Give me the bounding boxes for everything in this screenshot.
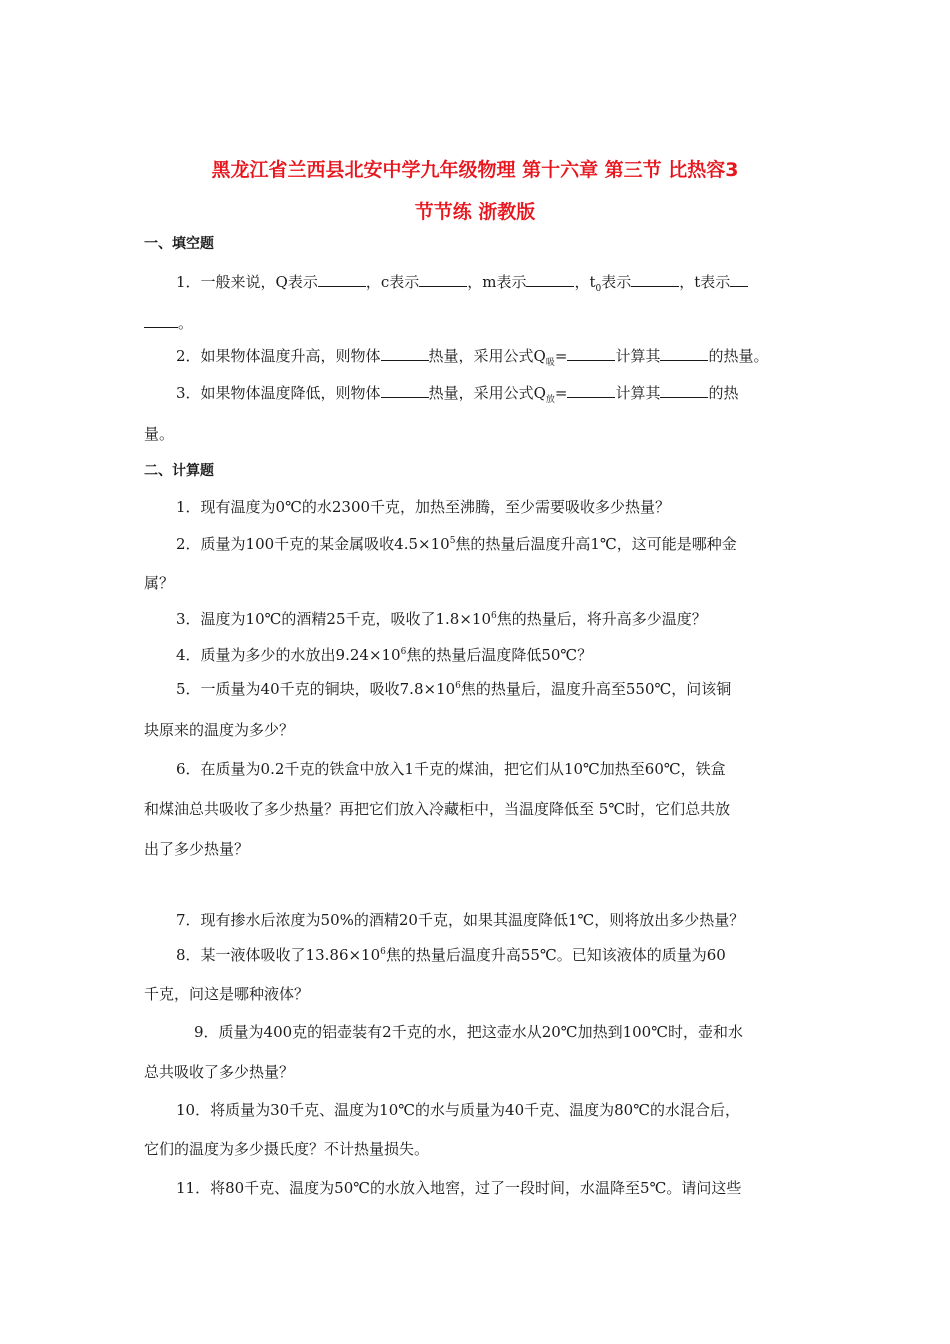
calc-question-8-continued: 千克，问这是哪种液体？ (144, 985, 310, 1003)
answer-blank[interactable] (381, 346, 429, 361)
fill-question-1: 1．一般来说，Q表示 ，c表示 ，m表示 ，$t_0$表示 ，t表示 (176, 271, 748, 293)
answer-blank[interactable] (526, 272, 574, 287)
fill-question-3-continued: 量。 (144, 425, 175, 443)
calc-question-11-line-1: 11．将80千克、温度为50℃的水放入地窖，过了一段时间，水温降至5℃。请问这些 (176, 1179, 742, 1197)
answer-blank[interactable] (730, 272, 748, 287)
document-title-line-2: 节节练 浙教版 (414, 201, 536, 223)
calc-question-6-line-1: 6．在质量为0.2千克的铁盒中放入1千克的煤油，把它们从10℃加热至60℃，铁盒 (176, 760, 726, 778)
answer-blank[interactable] (631, 272, 679, 287)
answer-blank[interactable] (567, 346, 615, 361)
answer-blank[interactable] (567, 383, 615, 398)
answer-blank[interactable] (144, 313, 178, 328)
calc-question-6-line-2: 和煤油总共吸收了多少热量？再把它们放入冷藏柜中，当温度降低至 5℃时，它们总共放 (144, 800, 731, 818)
section-heading-calculation: 二、计算题 (144, 463, 214, 479)
calc-question-2: 2．质量为100千克的某金属吸收$4.5\times 10^5$焦的热量后温度升高1℃，这可能是哪种金 (176, 535, 737, 553)
answer-blank[interactable] (419, 272, 467, 287)
calc-question-6-line-3: 出了多少热量？ (144, 840, 250, 858)
calc-question-4: 4．质量为多少的水放出$9.24\times 10^6$焦的热量后温度降低50℃？ (176, 646, 593, 664)
calc-question-5-continued: 块原来的温度为多少？ (144, 721, 295, 739)
calc-question-8: 8．某一液体吸收了$13.86\times 10^6$焦的热量后温度升高55℃。已知该液体的质量为60 (176, 946, 726, 964)
fill-question-2: 2．如果物体温度升高，则物体 热量，采用公式$Q_吸=$ 计算其 的热量。 (176, 347, 769, 368)
calc-question-1: 1．现有温度为0℃的水2300千克，加热至沸腾，至少需要吸收多少热量？ (176, 498, 671, 516)
calc-question-10-line-1: 10．将质量为30千克、温度为10℃的水与质量为40千克、温度为80℃的水混合后， (176, 1101, 740, 1119)
calc-question-5: 5．一质量为40千克的铜块，吸收$7.8\times 10^6$焦的热量后，温度升高至550℃，问该铜 (176, 680, 732, 698)
calc-question-9-line-1: 9．质量为400克的铝壶装有2千克的水，把这壶水从20℃加热到100℃时，壶和水 (194, 1023, 743, 1041)
document-title-line-1: 黑龙江省兰西县北安中学九年级物理 第十六章 第三节 比热容3 (211, 159, 739, 181)
fill-question-3: 3．如果物体温度降低，则物体 热量，采用公式$Q_放=$ 计算其 的热 (176, 384, 739, 405)
answer-blank[interactable] (318, 272, 366, 287)
calc-question-9-line-2: 总共吸收了多少热量？ (144, 1063, 295, 1081)
answer-blank[interactable] (660, 346, 708, 361)
answer-blank[interactable] (660, 383, 708, 398)
calc-question-10-line-2: 它们的温度为多少摄氏度？不计热量损失。 (144, 1140, 430, 1158)
calc-question-2-continued: 属？ (144, 574, 175, 592)
answer-blank[interactable] (381, 383, 429, 398)
fill-question-1-continued: 。 (144, 312, 193, 334)
calc-question-3: 3．温度为10℃的酒精25千克，吸收了$1.8\times 10^6$焦的热量后，将升高多少温度？ (176, 610, 707, 628)
calc-question-7: 7．现有掺水后浓度为50%的酒精20千克，如果其温度降低1℃，则将放出多少热量？ (176, 911, 745, 929)
section-heading-fill-blank: 一、填空题 (144, 236, 214, 252)
